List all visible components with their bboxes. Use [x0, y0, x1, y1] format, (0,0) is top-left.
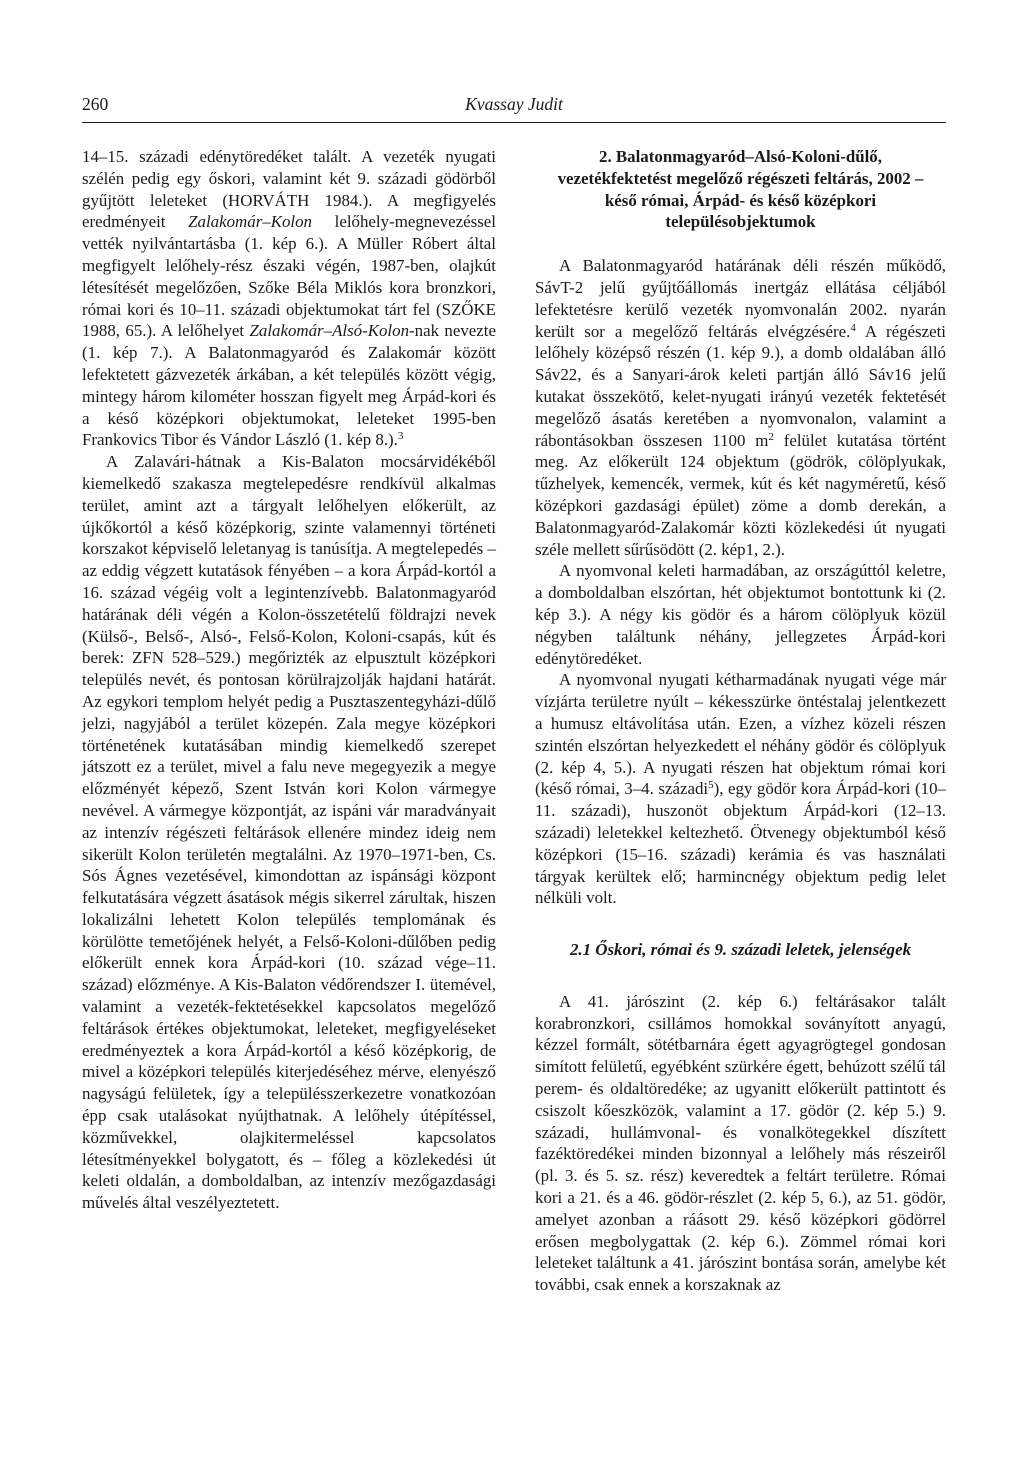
section-heading: 2. Balatonmagyaród–Alsó-Koloni-dűlő, vezetékfektetést megelőző régészeti feltárás, 2002 – késő római, Árpád- és késő középkori településobjektumok	[557, 147, 924, 232]
text-run: 14–15. századi edénytöredéket talált. A vezeték nyugati szélén pedig egy őskori, valamint két 9. századi gödörből gyűjtött leleteket (HORVÁTH 1984.). A megfigyelés eredményeit	[82, 147, 496, 232]
footnote-ref: 5	[708, 779, 714, 792]
left-column	[82, 146, 496, 1214]
footnote-ref: 4	[850, 321, 856, 334]
site-name: Zalakomár–Alsó-Kolon	[249, 321, 410, 341]
subsection-heading: 2.1 Őskori, római és 9. századi leletek, jelenségek	[569, 940, 912, 960]
right-column	[535, 146, 946, 1296]
text-run: A Balatonmagyaród határának déli részén működő, SávT-2 jelű gyűjtőállomás inertgáz ellátása céljából lefektetésre kerülő vezeték nyomvonalán 2002. nyarán került sor a megelőző feltárás elvégzésére.	[535, 256, 946, 341]
text-run: -nak nevezte (1. kép 7.). A Balatonmagyaród és Zalakomár között lefektetett gázvezeték árkában, a két település között végig, mintegy három kilométer hosszan figyelt meg Árpád-kori és a késő középkori objektumokat, leleteket 1995-ben Frankovics Tibor és Vándor László (1. kép 8.).	[82, 321, 496, 450]
paragraph: A nyomvonal keleti harmadában, az országúttól keletre, a domboldalban elszórtan, hét objektumot bontottunk ki (2. kép 3.). A négy kis gödör és a három cölöplyuk közül négyben találtunk néhány, jellegzetes Árpád-kori edénytöredéket.	[535, 561, 946, 668]
text-run: A régészeti lelőhely középső részén (1. kép 9.), a domb oldalában álló Sáv22, és a Sanyari-árok keleti partján álló Sáv16 jelű kutakat összekötő, kelet-nyugati irányú vezeték fektetését megelőző ásatás keretében a nyomvonalon, valamint a rábontásokban összesen 1100 m	[535, 321, 946, 450]
paragraph	[535, 255, 946, 560]
paragraph: A 41. járószint (2. kép 6.) feltárásakor talált korabronzkori, csillámos homokkal soványított anyagú, kézzel formált, sötétbarnára égett agyagrögtegel gondosan simított felületű, egyébként szürkére égett, behúzott szélű tál perem- és oldaltöredéke; az ugyanitt előkerült pattintott és csiszolt kőeszközök, valamint a 17. gödör (2. kép 5.) 9. századi, hullámvonal- és vonalkötegekkel díszített fazéktöredékei minden bizonnyal a lelőhely más részeiről (pl. 3. és 5. sz. rész) keveredtek a feltárt területre. Római kori a 21. és a 46. gödör-részlet (2. kép 5, 6.), az 51. gödör, amelyet azonban a ráásott 29. késő középkori gödörrel erősen megbolygattak (2. kép 6.). Zömmel római kori leleteket találtunk a 41. járószint bontása során, amelybe két további, csak ennek a korszaknak az	[535, 991, 946, 1295]
footnote-ref: 3	[397, 430, 404, 443]
superscript: 2	[768, 430, 774, 443]
text-run: felület kutatása történt meg. Az előkerült 124 objektum (gödrök, cölöplyukak, tűzhelyek, kemencék, vermek, kút és két nagyméretű, késő középkori gazdasági épület) zöme a domb derekán, a Balatonmagyaród-Zalakomár közti közlekedési út nyugati széle mellett sűrűsödött (2. kép1, 2.).	[535, 430, 946, 559]
running-head: Kvassay Judit	[465, 94, 563, 114]
text-run: ), egy gödör kora Árpád-kori (10–11. századi), huszonöt objektum Árpád-kori (12–13. századi) leletekkel keltezhető. Ötvenegy objektumból késő középkori (15–16. századi) kerámia és vas használati tárgyak kerültek elő; harmincnégy objektum pedig lelet nélküli volt.	[535, 779, 946, 908]
paragraph: A Zalavári-hátnak a Kis-Balaton mocsárvidékéből kiemelkedő szakasza megtelepedésre rendkívül alkalmas terület, amint azt a tárgyalt lelőhelyen előkerült, az újkőkortól a késő középkorig, szinte valamennyi történeti korszakot képviselő leletanyag is tanúsítja. A megtelepedés – az eddig végzett kutatások fényében – a kora Árpád-kortól a 16. század végéig volt a legintenzívebb. Balatonmagyaród határának déli végén a Kolon-összetételű földrajzi nevek (Külső-, Belső-, Alsó-, Felső-Kolon, Koloni-csapás, kút és berek: ZFN 528–529.) megőrizték az elpusztult középkori település nevét, és pontosan körülrajzolják hajdani határát. Az egykori templom helyét pedig a Pusztaszentegyházi-dűlő jelzi, nagyjából a terület közepén. Zala megye középkori történetének kutatásában mindig kiemelkedő szerepet játszott ez a terület, mivel a falu neve megegyezik a megye előzményét képező, Szent István kori Kolon vármegye nevével. A vármegye központját, az ispáni vár maradványait az intenzív régészeti feltárások ellenére mindez ideig nem sikerült Kolon területén megtalálni. Az 1970–1971-ben, Cs. Sós Ágnes vezetésével, kimondottan az ispánsági központ felkutatására végzett ásatások mégis sikerrel zárultak, hiszen lokalizálni lehetett Kolon település templomának és körülötte temetőjének helyét, a Felső-Koloni-dűlőben pedig előkerült ennek kora Árpád-kori (10. század vége–11. század) előzménye. A Kis-Balaton védőrendszer I. ütemével, valamint a vezeték-fektetésekkel kapcsolatos megelőző feltárások értékes objektumokat, leleteket, megfigyeléseket eredményeztek a kora Árpád-kortól a késő középkorig, de mivel a középkori település kiterjedéséhez mérve, elenyésző nagyságú felületek, így a településszerkezetre vonatkozóan épp csak utalásokat nyújthatnak. A lelőhely útépítéssel, közművekkel, olajkitermeléssel kapcsolatos létesítményekkel bolygatott, és – főleg a közlekedési út keleti oldalán, a domboldalban, az intenzív mezőgazdasági művelés által veszélyeztetett.	[82, 452, 496, 1213]
text-run: lelőhely-megnevezéssel vették nyilvántartásba (1. kép 6.). A Müller Róbert által megfigyelt lelőhely-rész északi végén, 1987-ben, olajkút létesítését megelőzően, Szőke Béla Miklós kora bronzkori, római kori és 10–11. századi objektumokat tárt fel (SZŐKE 1988, 65.). A lelőhelyet	[82, 212, 496, 341]
page-number: 260	[82, 94, 109, 114]
site-name: Zalakomár–Kolon	[188, 212, 313, 232]
text-run: A nyomvonal nyugati kétharmadának nyugati vége már vízjárta területre nyúlt – kékesszürke öntéstalaj jelentkezett a humusz eltávolítása után. Ezen, a vízhez közeli részen szintén elszórtan helyezkedett el néhány gödör és cölöplyuk (2. kép 4, 5.). A nyugati részen hat objektum római kori (késő római, 3–4. századi	[535, 670, 946, 799]
page-header	[82, 92, 946, 123]
paragraph	[82, 146, 496, 451]
paragraph	[535, 669, 946, 909]
